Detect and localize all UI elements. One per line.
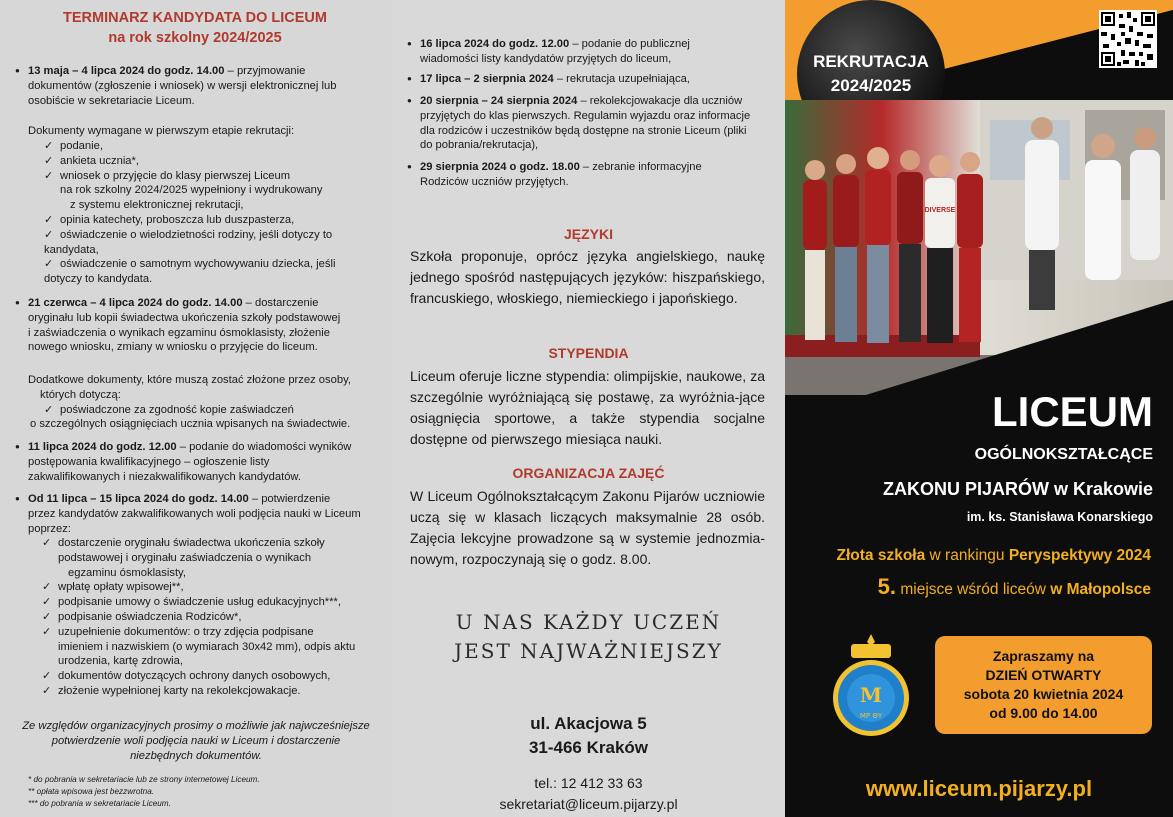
organization-text: W Liceum Ogólnokształcącym Zakonu Pijarów uczniowie uczą się w klasach liczących maksymalnie 28 osób. Zajęcia lekcyjne prowadzone są w systemie jednozmia-nowym, rozpoczynają się o godz. 8.00. [410, 488, 765, 567]
check-item-cont: na rok szkolny 2024/2025 wypełniony i wydrukowany [60, 184, 323, 197]
schedule-item-6-text: – rekrutacja uzupełniająca, [553, 73, 690, 85]
schedule-title [10, 8, 380, 48]
phone[interactable]: tel.: 12 412 33 63 [534, 775, 643, 791]
website-link[interactable]: www.liceum.pijarzy.pl [865, 776, 1093, 801]
schedule-item-2-date: 21 czerwca – 4 lipca 2024 do godz. 14.00 [28, 297, 243, 309]
schedule-item-8-line2: Rodziców uczniów przyjętych. [420, 175, 569, 188]
schedule-item-8 [420, 160, 770, 190]
check-item: ✓ wpłatę opłaty wpisowej**, [42, 580, 387, 595]
ranking-source: Peryspektywy 2024 [1008, 547, 1151, 564]
check-item: ✓ oświadczenie o samotnym wychowywaniu dziecka, jeśli [44, 257, 384, 272]
motto-line1: U NAS KAŻDY UCZEŃ [455, 610, 722, 634]
extra-docs-line2: których dotyczą: [40, 388, 121, 401]
schedule-item-1-line3: osobiście w sekretariacie Liceum. [28, 94, 195, 107]
school-name-liceum: LICEUM [992, 388, 1153, 435]
check-item: ✓ podanie, [44, 139, 384, 154]
shirt-text: DIVERSE [924, 207, 956, 214]
note-line2: potwierdzenie woli podjęcia nauki w Liceum i dostarczenie [51, 734, 341, 747]
schedule-item-5-text: – podanie do publicznej [569, 38, 690, 50]
note-line3: niezbędnych dokumentów. [130, 749, 262, 762]
schedule-item-4-date: Od 11 lipca – 15 lipca 2024 do godz. 14.00 [28, 493, 249, 505]
check-item: ✓ wniosek o przyjęcie do klasy pierwszej Liceum [44, 169, 384, 184]
school-name-ogolnoksztalcace: OGÓLNOKSZTAŁCĄCE [974, 446, 1153, 463]
schedule-item-1-date: 13 maja – 4 lipca 2024 do godz. 14.00 [28, 65, 225, 77]
schedule-item-4-line2: przez kandydatów zakwalifikowanych woli podjęcia nauki w Liceum [28, 507, 361, 520]
schedule-item-5 [420, 37, 770, 67]
schedule-item-7-line2: przyjętych do klas pierwszych. Regulamin wyjazdu oraz informacje [420, 109, 751, 122]
docs-checklist [44, 139, 384, 287]
qr-code[interactable] [1099, 10, 1157, 68]
schedule-item-2-line2: oryginału lub kopii świadectwa ukończenia szkoły podstawowej [28, 311, 341, 324]
footnote-1: * do pobrania w sekretariacie lub ze strony internetowej Liceum. [28, 775, 260, 784]
schedule-item-7-line4: do pobrania/rekrutacja), [420, 139, 539, 152]
languages-text: Szkoła proponuje, oprócz języka angielskiego, naukę jednego spośród następujących języków: hiszpańskiego, francuskiego, włoskiego, niemieckiego i japońskiego. [410, 248, 765, 306]
open-day-invite: Zapraszamy na [992, 648, 1095, 664]
schedule-item-3-date: 11 lipca 2024 do godz. 12.00 [28, 441, 177, 453]
schedule-item-8-text: – zebranie informacyjne [579, 161, 702, 173]
schedule-item-1 [28, 64, 383, 108]
schedule-item-4-line3: poprzez: [28, 522, 71, 535]
schedule-item-4 [28, 492, 383, 536]
crest-letters: MP ΘY [859, 712, 883, 720]
schedule-item-3-line2: postępowania kwalifikacyjnego – ogłoszenie listy [28, 455, 270, 468]
schedule-item-6 [420, 72, 770, 87]
motto [392, 608, 785, 666]
schedule-item-2-line4: nowego wniosku, zmiany w wniosku o przyjęcie do liceum. [28, 341, 318, 354]
check-item: ✓ podpisanie oświadczenia Rodziców*, [42, 610, 387, 625]
address-street: ul. Akacjowa 5 [530, 714, 647, 733]
check-item-cont: urodzenia, kartę zdrowia, [58, 655, 183, 668]
cover-panel [785, 0, 1173, 817]
check-item-cont: dotyczy to kandydata. [44, 273, 153, 286]
recruitment-label: REKRUTACJA [813, 52, 929, 71]
recruitment-year: 2024/2025 [830, 76, 912, 95]
open-day-title: DZIEŃ OTWARTY [985, 667, 1102, 683]
schedule-item-6-date: 17 lipca – 2 sierpnia 2024 [420, 73, 554, 85]
footnote-3: *** do pobrania w sekretariacie Liceum. [28, 799, 171, 808]
ranking-text: w rankingu [925, 547, 1009, 564]
docs-header: Dokumenty wymagane w pierwszym etapie rekrutacji: [28, 125, 295, 137]
check-item-cont: imieniem i nazwiskiem (o wymiarach 30x42 mm), odpis aktu [58, 640, 356, 653]
check-item: ✓ uzupełnienie dokumentów: o trzy zdjęcia podpisane [42, 625, 387, 640]
schedule-item-5-line2: wiadomości listy kandydatów przyjętych do liceum, [420, 52, 672, 65]
note [10, 719, 382, 763]
schedule-item-7-line3: dla rodziców i uczestników będą dostępne na stronie Liceum (pliki [420, 124, 747, 137]
languages-heading: JĘZYKI [563, 226, 613, 242]
schedule-item-7 [420, 94, 770, 153]
qr-code-icon [1099, 10, 1157, 68]
check-item: ✓ złożenie wypełnionej karty na rekolekcjowakacje. [42, 684, 387, 699]
address [392, 712, 785, 760]
open-day-box[interactable] [935, 636, 1152, 734]
svg-text:M: M [859, 683, 883, 707]
check-item-cont: podstawowej i oryginału zaświadczenia o wynikach [58, 551, 312, 564]
check-item: ✓ podpisanie umowy o świadczenie usług edukacyjnych***, [42, 595, 387, 610]
schedule-item-8-date: 29 sierpnia 2024 o godz. 18.00 [420, 161, 580, 173]
email-link[interactable]: sekretariat@liceum.pijarzy.pl [499, 796, 678, 812]
check-item: ✓ dostarczenie oryginału świadectwa ukończenia szkoły [42, 536, 387, 551]
motto-line2: JEST NAJWAŻNIEJSZY [454, 639, 723, 663]
note-line1: Ze względów organizacyjnych prosimy o możliwie jak najwcześniejsze [22, 720, 370, 732]
check-item: ✓ oświadczenie o wielodzietności rodziny, jeśli dotyczy to [44, 228, 384, 243]
open-day-date: sobota 20 kwietnia 2024 [963, 686, 1124, 702]
school-name-zakon: ZAKONU PIJARÓW w Krakowie [882, 479, 1153, 499]
ranking-region: w Małopolsce [1050, 581, 1151, 598]
confirm-checklist [42, 536, 387, 699]
schedule-column [0, 0, 392, 817]
schedule-item-3-text: – podanie do wiadomości wyników [176, 441, 352, 453]
ranking-gold-school: Złota szkoła [836, 547, 926, 564]
check-item: ✓ dokumentów dotyczących ochrony danych osobowych, [42, 669, 387, 684]
schedule-item-2 [28, 296, 383, 355]
check-item-cont: z systemu elektronicznej rekrutacji, [70, 199, 244, 212]
schedule-item-1-line2: dokumentów (zgłoszenie i wniosek) w wersji elektronicznej lub [28, 79, 337, 92]
extra-docs [28, 373, 383, 432]
check-item: ✓ ankieta ucznia*, [44, 154, 384, 169]
ranking-place: 5. [877, 574, 897, 599]
check-item-cont: egzaminu ósmoklasisty, [68, 566, 186, 579]
extra-docs-line1: Dodatkowe dokumenty, które muszą zostać złożone przez osoby, [28, 374, 351, 386]
contact [392, 773, 785, 815]
schedule-title-line1: TERMINARZ KANDYDATA DO LICEUM [63, 10, 327, 26]
schedule-item-7-date: 20 sierpnia – 24 sierpnia 2024 [420, 95, 578, 107]
check-item: ✓ opinia katechety, proboszcza lub duszpasterza, [44, 213, 384, 228]
schedule-item-2-text: – dostarczenie [242, 297, 319, 309]
scholarships-heading: STYPENDIA [548, 345, 629, 361]
schedule-item-1-text: – przyjmowanie [224, 65, 306, 77]
schedule-item-4-text: – potwierdzenie [248, 493, 331, 505]
school-crest-icon [829, 632, 913, 738]
footnote-2: ** opłata wpisowa jest bezzwrotna. [28, 787, 155, 796]
school-patron: im. ks. Stanisława Konarskiego [966, 510, 1153, 524]
schedule-item-7-text: – rekolekcjowakacje dla uczniów [577, 95, 743, 107]
scholarships-text: Liceum oferuje liczne stypendia: olimpijskie, naukowe, za szczególnie wyróżniającą się postawę, za wyróżnia-jące osiągnięcia sportowe, a także stypendia socjalne dostępne od pierwszego miesiąca nauki. [410, 368, 765, 447]
schedule-item-3 [28, 440, 383, 484]
extra-docs-line3: o szczególnych osiągnięciach ucznia wpisanych na świadectwie. [30, 418, 351, 431]
info-column [392, 0, 785, 817]
ranking-line-2 [878, 574, 1151, 600]
ranking-line-1 [837, 547, 1151, 565]
check-item-cont: kandydata, [44, 243, 99, 256]
ranking-place-text: miejsce wśród liceów [896, 581, 1051, 598]
open-day-hours: od 9.00 do 14.00 [989, 705, 1098, 721]
schedule-item-2-line3: i zaświadczenia o wynikach egzaminu ósmoklasisty, złożenie [28, 326, 330, 339]
schedule-title-line2: na rok szkolny 2024/2025 [108, 30, 282, 46]
organization-heading: ORGANIZACJA ZAJĘĆ [512, 465, 665, 481]
schedule-item-3-line3: zakwalifikowanych i niezakwalifikowanych kandydatów. [28, 470, 301, 483]
schedule-item-5-date: 16 lipca 2024 do godz. 12.00 [420, 38, 570, 50]
address-city: 31-466 Kraków [528, 738, 649, 757]
check-item: ✓ poświadczone za zgodność kopie zaświadczeń [44, 403, 383, 418]
